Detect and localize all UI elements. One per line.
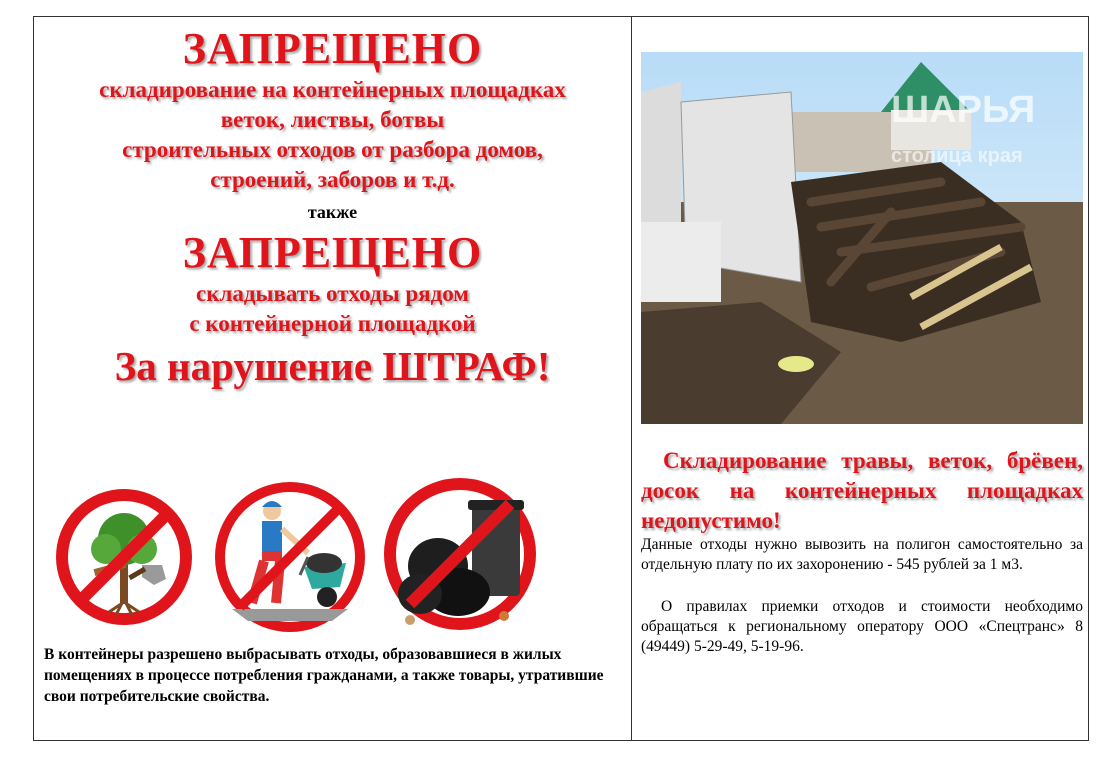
right-body (641, 535, 1083, 657)
prohibition-icons (34, 474, 631, 634)
left-column (34, 17, 631, 741)
also-label: также (307, 202, 358, 222)
column-divider (631, 16, 632, 741)
prohibition-list-2 (34, 279, 631, 339)
watermark-title: ШАРЬЯ (891, 89, 1036, 131)
prohibition-line: веток, листвы, ботвы (220, 107, 445, 132)
heading-prohibited-1: ЗАПРЕЩЕНО (182, 24, 483, 73)
prohibition-list-1 (34, 75, 631, 195)
prohibition-line: строений, заборов и т.д. (210, 167, 455, 192)
no-tree-cutting-icon (54, 487, 194, 627)
no-trash-bags-icon (380, 474, 540, 634)
operator-contact-paragraph: О правилах приемки отходов и стоимости необходимо обращаться к региональному оператору ООО «Спецтранс» 8 (49449) 5-29-49, 5-19-96. (641, 598, 1083, 655)
prohibition-line: строительных отходов от разбора домов, (122, 137, 543, 162)
illegal-dump-photo (641, 52, 1083, 424)
prohibition-line: складывать отходы рядом (196, 281, 469, 306)
allowed-waste-note: В контейнеры разрешено выбрасывать отходы, образовавшиеся в жилых помещениях в процессе потребления гражданами, а также товары, утратившие свои потребительские свойства. (44, 646, 604, 705)
fine-warning: За нарушение ШТРАФ! (114, 343, 551, 389)
no-worker-wheelbarrow-icon (212, 479, 368, 635)
right-title: Складирование травы, веток, брёвен, досок на контейнерных площадках недопустимо! (641, 448, 1083, 533)
prohibition-line: складирование на контейнерных площадках (99, 77, 566, 102)
prohibition-line: с контейнерной площадкой (189, 311, 476, 336)
disposal-cost-paragraph: Данные отходы нужно вывозить на полигон самостоятельно за отдельную плату по их захоронению - 545 рублей за 1 м3. (641, 536, 1083, 573)
watermark-subtitle: столица края (891, 145, 1023, 167)
heading-prohibited-2: ЗАПРЕЩЕНО (182, 228, 483, 277)
